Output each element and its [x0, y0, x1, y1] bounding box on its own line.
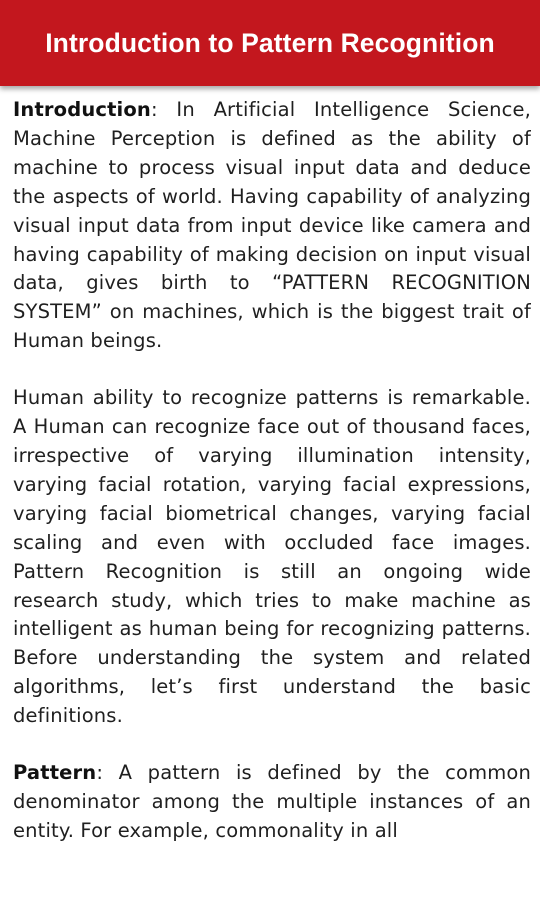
human-ability-paragraph: Human ability to recognize patterns is remarkable. A Human can recognize face out of thousand faces, irrespective of varying illumination intensity, varying facial rotation, varying facial expressions, varying facial biometrical changes, varying facial scaling and even with occluded face images. Pattern Recognition is still an ongoing wide research study, which tries to make machine as intelligent as human being for recognizing patterns. Before understanding the system and related algorithms, let’s first understand the basic definitions. — [13, 386, 531, 728]
page-title: Introduction to Pattern Recognition — [45, 27, 495, 58]
pattern-term: Pattern — [13, 761, 97, 785]
app-bar — [0, 0, 540, 86]
intro-term: Introduction — [13, 98, 151, 121]
pattern-text: : A pattern is defined by the common denominator among the multiple instances of an entity. For example, commonality in all — [13, 761, 531, 842]
intro-text: : In Artificial Intelligence Science, Machine Perception is defined as the ability of machine to process visual input data and deduce the aspects of world. Having capability of analyzing visual input data from input device like camera and having capability of making decision on input visual data, gives birth to “PATTERN RECOGNITION SYSTEM” on machines, which is the biggest trait of Human beings. — [13, 98, 531, 353]
article-content — [13, 96, 531, 890]
pattern-paragraph — [13, 759, 531, 846]
intro-paragraph — [13, 96, 531, 356]
